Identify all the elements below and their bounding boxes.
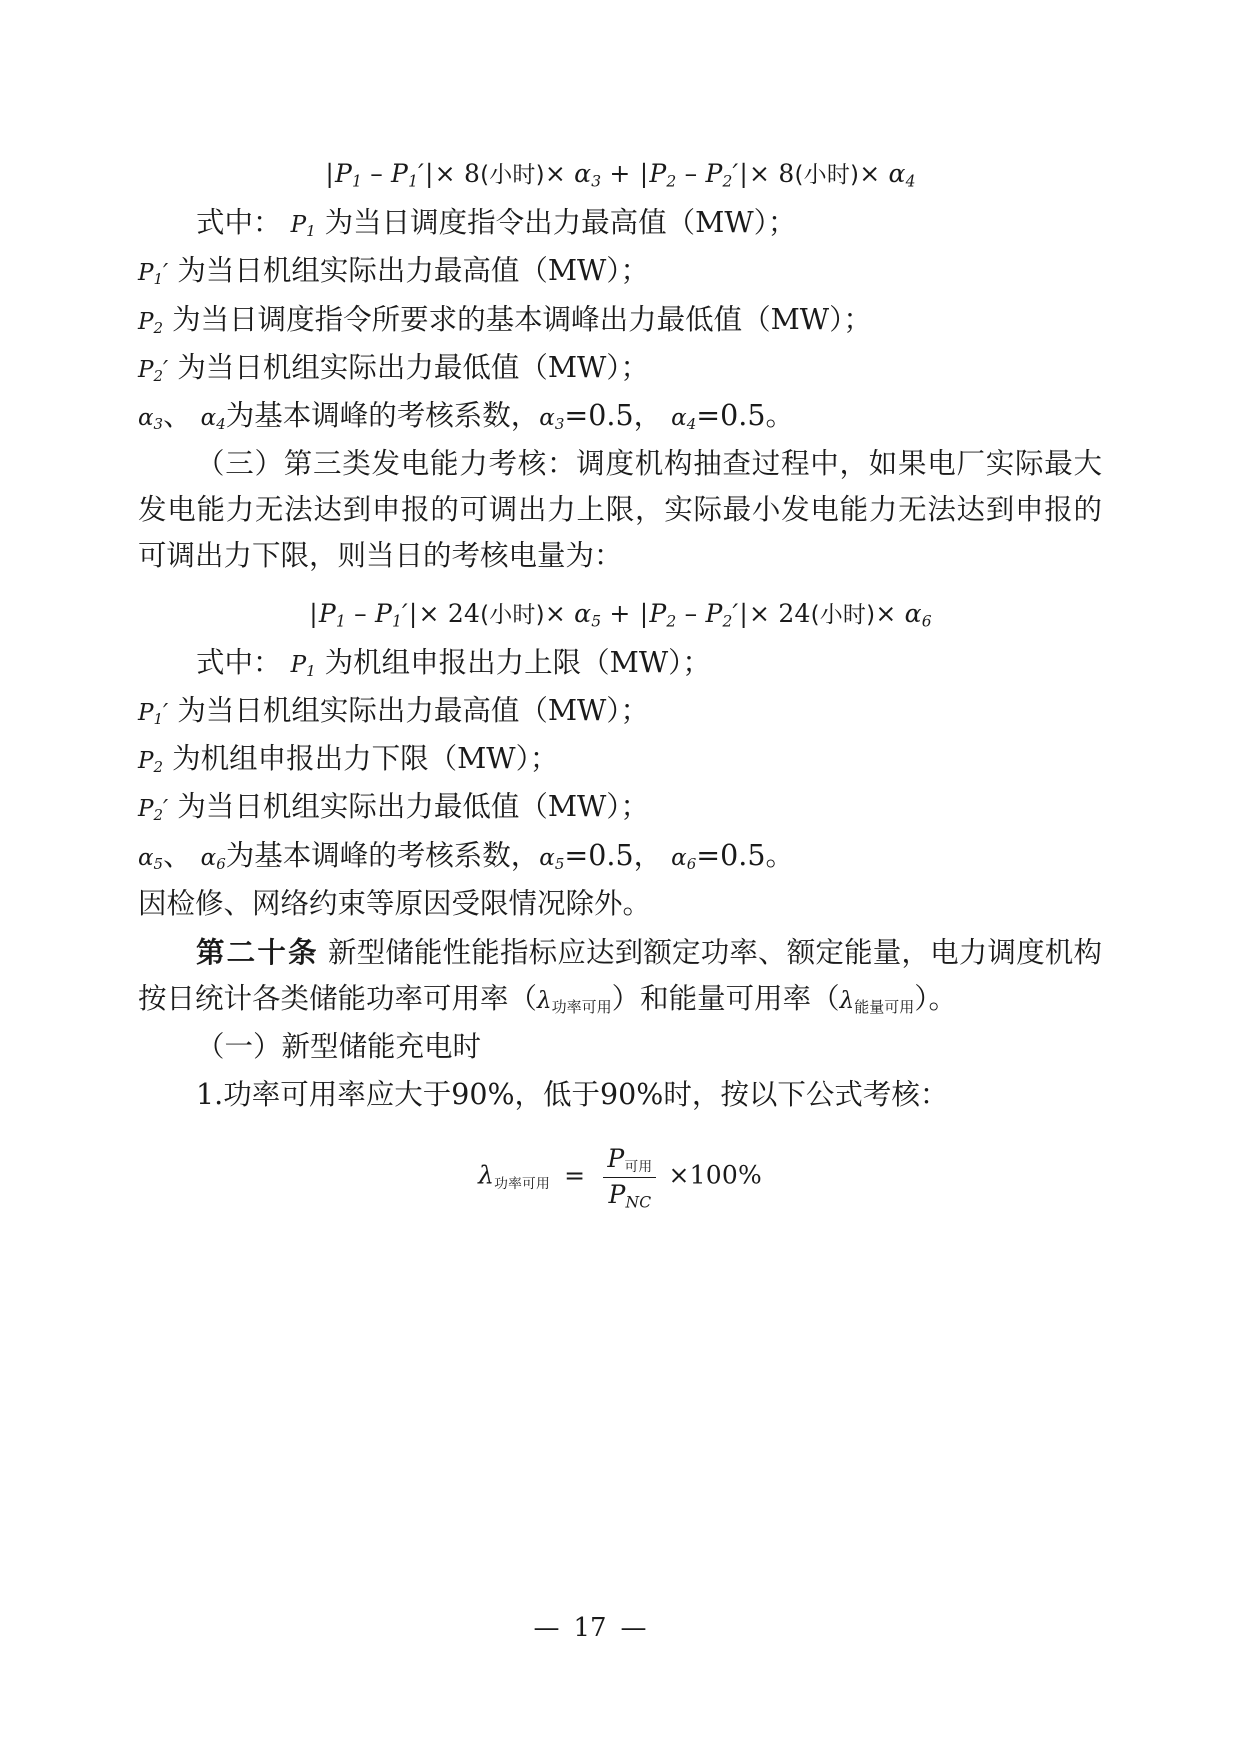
page-footer — [0, 1613, 1240, 1643]
article-20-label: 第二十条 — [196, 934, 319, 969]
where-label-a-text: 式中： — [196, 206, 282, 240]
article-20-text-2: ）和能量可用率（ — [611, 982, 840, 1015]
coef-b-v1: =0.5， — [564, 838, 663, 872]
formula-power-availability: $\lambda_{功率可用}$ = $\frac{P_{可用}}{P_{NC}}$ ×100% — [478, 1144, 762, 1211]
where-label-a: 式中： P1 为当日调度指令出力最高值（MW）； — [196, 206, 797, 241]
def-a-1: P1′ 为当日机组实际出力最高值（MW）； — [138, 254, 650, 289]
coef-line-b: α5、 α6为基本调峰的考核系数，α5=0.5， α6=0.5。 — [138, 838, 794, 873]
coef-a-v2: =0.5。 — [696, 398, 794, 432]
def-a-2: P2 为当日调度指令所要求的基本调峰出力最低值（MW）； — [138, 302, 872, 337]
def-a-3-text: 为当日机组实际出力最低值（MW）； — [177, 350, 650, 384]
paragraph-item-three: （三）第三类发电能力考核：调度机构抽查过程中，如果电厂实际最大发电能力无法达到申报的可调出力上限，实际最小发电能力无法达到申报的可调出力下限，则当日的考核电量为： — [138, 447, 1102, 573]
article-20-text-1: 新型储能性能指标应达到额定功率、额定能量，电力调度机构按日统计各类储能功率可用率（ — [138, 935, 1102, 1015]
page-number: 17 — [573, 1613, 607, 1643]
coef-b-text: 为基本调峰的考核系数， — [225, 838, 540, 872]
def-b-1: P1′ 为当日机组实际出力最高值（MW）； — [138, 694, 650, 728]
def-b-2-text: 为机组申报出力下限（MW）； — [172, 742, 559, 776]
where-label-b: 式中： P1 为机组申报出力上限（MW）； — [196, 645, 711, 680]
footer-dash-right: — — [620, 1613, 647, 1643]
def-a-3: P2′ 为当日机组实际出力最低值（MW）； — [138, 350, 650, 385]
coef-b-v2: =0.5。 — [696, 838, 794, 872]
coef-line-a: α3、 α4为基本调峰的考核系数，α3=0.5， α4=0.5。 — [138, 398, 794, 433]
formula-class3-assessment: $|P_1 - P_1'|\times 24$(小时)× $\alpha_5 + |P_2 - P_2'|\times 24$(小时)× $\alpha_6$ — [309, 598, 932, 630]
fraction-power-availability: $\frac{P_{可用}}{P_{NC}}$ — [603, 1144, 656, 1210]
def-b-1-text: 为当日机组实际出力最高值（MW）； — [177, 694, 650, 728]
def-b-3: P2′ 为当日机组实际出力最低值（MW）； — [138, 790, 650, 825]
def-a-2-text: 为当日调度指令所要求的基本调峰出力最低值（MW）； — [172, 302, 872, 336]
coef-a-v1: =0.5， — [564, 398, 663, 432]
coef-b-sep: 、 — [163, 838, 192, 872]
page-content — [138, 156, 1102, 1211]
def-b-2: P2 为机组申报出力下限（MW）； — [138, 742, 559, 776]
def-b-3-text: 为当日机组实际出力最低值（MW）； — [177, 790, 650, 824]
item-one: （一）新型储能充电时 — [196, 1030, 482, 1064]
coef-a-text: 为基本调峰的考核系数， — [225, 398, 540, 432]
article-20-paragraph: 第二十条 新型储能性能指标应达到额定功率、额定能量，电力调度机构按日统计各类储能功率可用率（λ功率可用）和能量可用率（λ能量可用）。 — [138, 934, 1102, 1016]
def-a-1-text: 为当日机组实际出力最高值（MW）； — [177, 254, 650, 288]
formula-class2-assessment: $|P_1 - P_1'|\times 8$(小时)× $\alpha_3 + |P_2 - P_2'|\times 8$(小时)× $\alpha_4$ — [325, 159, 916, 191]
def-b-0-text: 为机组申报出力上限（MW）； — [324, 645, 711, 679]
def-a-0-text: 为当日调度指令出力最高值（MW）； — [324, 206, 797, 240]
article-20-text-3: ）。 — [914, 982, 957, 1015]
item-one-sub1: 1.功率可用率应大于90%，低于90%时，按以下公式考核： — [196, 1078, 949, 1112]
exception-note: 因检修、网络约束等原因受限情况除外。 — [138, 886, 652, 920]
where-label-b-text: 式中： — [196, 645, 282, 679]
coef-a-sep: 、 — [163, 398, 192, 432]
footer-dash-left: — — [533, 1613, 560, 1643]
